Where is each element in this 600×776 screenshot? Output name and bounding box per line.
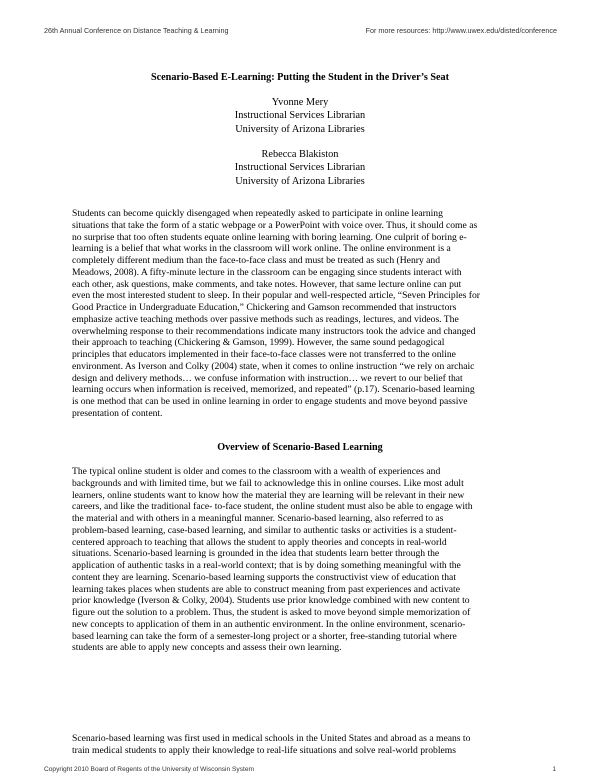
author-role: Instructional Services Librarian [234,162,366,174]
text-line: Meadows, 2008). A fifty-minute lecture in the classroom can be engaging since students interact with [72,266,462,278]
text-line: careers, and like the traditional face- to-face student, the online student must also be able to engage with [72,501,473,513]
text-line: design and delivery methods… we confuse information with instruction… we revert to our belief that [72,372,463,384]
text-line: centered approach to teaching that allows the student to apply theories and concepts in real-world [72,536,447,548]
text-line: prior knowledge (Iverson & Colky, 2004). Students use prior knowledge combined with new content to [72,595,470,607]
page-number: 1 [552,766,556,773]
text-line: figure out the solution to a problem. Thus, the student is asked to move beyond simple memorization of [72,607,471,619]
text-line: train medical students to apply their knowledge to real-life situations and solve real-world problems [72,744,457,756]
text-line: even the most interested student to sleep. In their popular and well-respected article, “Seven Principles for [72,290,480,302]
text-line: Scenario-based learning was first used in medical schools in the United States and abroad as a means to [72,733,471,744]
author-affiliation: University of Arizona Libraries [235,123,365,135]
text-line: emphasize active teaching methods over passive methods such as readings, lectures, and videos. The [72,313,459,325]
text-line: learning takes places when students are able to construct meaning from past experiences and activate [72,583,460,595]
text-line: learning is a belief that what works in the classroom will work online. The online environment is a [72,243,451,255]
text-line: learning occurs when information is received, memorized, and repeated” (p.17). Scenario-based learning [72,384,475,396]
paper-title: Scenario-Based E-Learning: Putting the Student in the Driver’s Seat [150,72,450,83]
running-header-resources: For more resources: http://www.uwex.edu/disted/conference [365,26,557,35]
author-block-2 [0,148,600,188]
text-line: problem-based learning, case-based learning, and similar to authentic tasks or activities is a student- [72,524,457,536]
text-line: presentation of content. [72,408,163,420]
author-name: Rebecca Blakiston [261,149,339,160]
text-line: Good Practice in Undergraduate Education,” Chickering and Gamson recommended that instructors [72,302,457,314]
text-line: each other, ask questions, make comments, and take notes. However, that same lecture online can put [72,278,462,290]
text-line: content they are learning. Scenario-based learning supports the constructivist view of education that [72,571,456,583]
text-line: based learning can take the form of a semester-long project or a shorter, free-standing tutorial where [72,630,457,642]
text-line: completely different medium than the face-to-face class and must be treated as such (Henry and [72,255,441,267]
text-line: application of authentic tasks in a real-world context; that is by doing something meaningful with the [72,560,461,572]
text-line: their approach to teaching (Chickering & Gamson, 1999). However, the same sound pedagogical [72,337,445,349]
overview-paragraph [72,466,532,654]
text-line: situations. Scenario-based learning is grounded in the idea that students learn better through the [72,548,440,560]
text-line: principles that educators implemented in their face-to-face classes were not transferred to the online [72,349,456,361]
text-line: new concepts to application of them in an authentic environment. In the online environment, scenario- [72,618,466,630]
author-block-1 [0,96,600,136]
text-line: The typical online student is older and comes to the classroom with a wealth of experiences and [72,466,441,477]
intro-paragraph [72,208,532,420]
section-heading: Overview of Scenario-Based Learning [217,442,383,453]
footer-copyright: Copyright 2010 Board of Regents of the University of Wisconsin System [44,766,254,773]
text-line: is one method that can be used in online learning in order to engage students and move beyond passive [72,396,468,408]
text-line: no surprise that too often students equate online learning with boring learning. One culprit of boring e- [72,231,467,243]
author-role: Instructional Services Librarian [234,110,366,122]
author-affiliation: University of Arizona Libraries [235,175,365,187]
final-paragraph [72,733,532,757]
author-name: Yvonne Mery [271,97,329,108]
text-line: the material and with others in a meaningful manner. Scenario-based learning, also referred to as [72,513,444,525]
text-line: backgrounds and with limited time, but we fail to acknowledge this in online courses. Like most adult [72,477,464,489]
text-line: Students can become quickly disengaged when repeatedly asked to participate in online learning [72,208,443,219]
text-line: students are able to apply new concepts and assess their own learning. [72,642,342,654]
running-header-conference: 26th Annual Conference on Distance Teaching & Learning [44,26,229,35]
text-line: environment. As Iverson and Colky (2004) state, when it comes to online instruction “we rely on archaic [72,360,475,372]
text-line: overwhelming response to their recommendations indicate many instructors took the advice and changed [72,325,476,337]
text-line: situations that take the form of a static webpage or a PowerPoint with voice over. Thus, it should come as [72,219,478,231]
text-line: learners, online students want to know how the material they are learning will be relevant in their new [72,489,465,501]
